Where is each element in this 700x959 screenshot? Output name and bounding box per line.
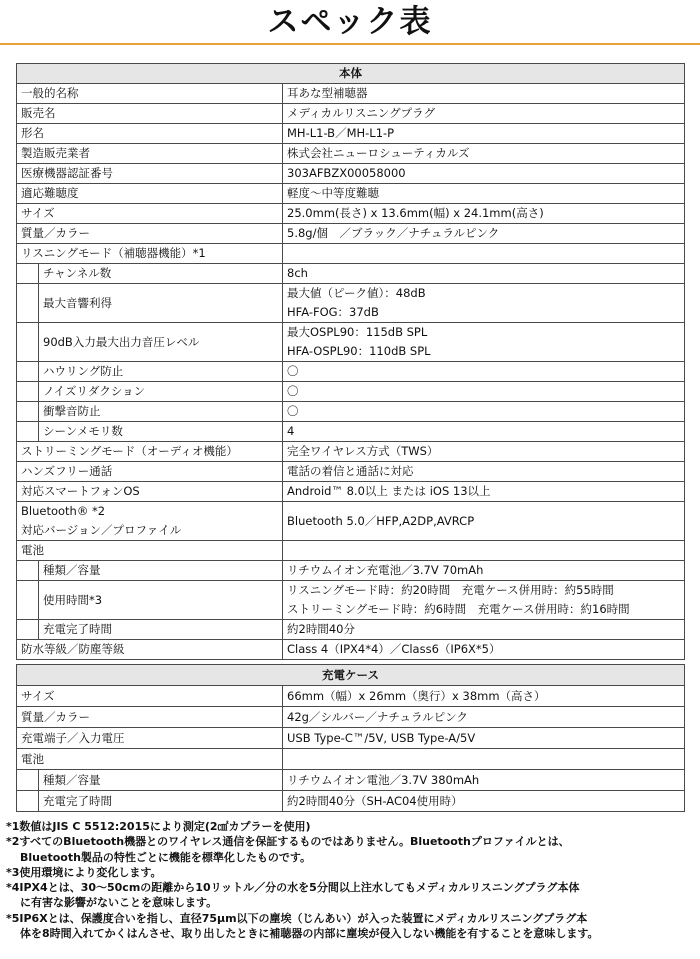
row-value: 〇: [283, 402, 685, 422]
row-value: MH-L1-B／MH-L1-P: [283, 124, 685, 144]
indent-cell: [17, 264, 39, 284]
table-row: [17, 284, 685, 323]
footnotes: [6, 819, 696, 941]
page-title: スペック表: [267, 4, 433, 40]
row-value: 8ch: [283, 264, 685, 284]
indent-cell: [17, 323, 39, 362]
listening-mode-label: リスニングモード（補聴器機能）*1: [17, 244, 283, 264]
row-label: 最大音響利得: [39, 284, 283, 323]
indent-cell: [17, 581, 39, 620]
row-label: 形名: [17, 124, 283, 144]
table-row: [17, 382, 685, 402]
row-label: 防水等級／防塵等級: [17, 640, 283, 660]
row-value: [283, 244, 685, 264]
row-label: ノイズリダクション: [39, 382, 283, 402]
value-line: HFA-OSPL90：110dB SPL: [287, 344, 431, 358]
table-row: [17, 482, 685, 502]
row-label: 製造販売業者: [17, 144, 283, 164]
row-value: USB Type-C™/5V, USB Type-A/5V: [283, 728, 685, 749]
footnote: *1数値はJIS C 5512:2015により測定(2㎠カプラーを使用): [6, 820, 311, 833]
table-row: [17, 686, 685, 707]
indent-cell: [17, 620, 39, 640]
row-label: 充電完了時間: [39, 620, 283, 640]
table-row: [17, 104, 685, 124]
row-value: 軽度～中等度難聴: [283, 184, 685, 204]
value-line: HFA-FOG：37dB: [287, 305, 379, 319]
row-label: 販売名: [17, 104, 283, 124]
row-value: 株式会社ニューロシューティカルズ: [283, 144, 685, 164]
table-row: [17, 442, 685, 462]
table-row: [17, 422, 685, 442]
row-value: [283, 749, 685, 770]
row-value: [283, 284, 685, 323]
table-row: [17, 462, 685, 482]
table-row: [17, 541, 685, 561]
footnote: *5IP6Xとは、保護度合いを指し、直径75μm以下の塵埃（じんあい）が入った装置にメディカルリスニングプラグ本: [6, 911, 588, 925]
row-value: 約2時間40分（SH-AC04使用時）: [283, 791, 685, 812]
row-value: 4: [283, 422, 685, 442]
table-row: [17, 264, 685, 284]
row-label: 充電端子／入力電圧: [17, 728, 283, 749]
main-table-header: 本体: [17, 64, 685, 84]
row-value: 電話の着信と通話に対応: [283, 462, 685, 482]
case-table-header: 充電ケース: [17, 665, 685, 686]
table-row: [17, 791, 685, 812]
row-value: 42g／シルバー／ナチュラルピンク: [283, 707, 685, 728]
table-row: [17, 204, 685, 224]
value-line: 最大OSPL90：115dB SPL: [287, 325, 428, 339]
value-line: 最大値（ピーク値）：48dB: [287, 286, 426, 300]
row-value: メディカルリスニングプラグ: [283, 104, 685, 124]
indent-cell: [17, 791, 39, 812]
table-row: [17, 244, 685, 264]
indent-cell: [17, 422, 39, 442]
footnote: *2すべてのBluetooth機器とのワイヤレス通信を保証するものではありません。Bluetoothプロファイルとは、: [6, 835, 570, 849]
footnote-continued: 体を8時間入れてかくはんさせ、取り出したときに補聴器の内部に塵埃が侵入しない機能を有することを意味します。: [20, 927, 599, 941]
table-row: [17, 620, 685, 640]
footnote: *3使用環境により変化します。: [6, 865, 162, 879]
title-divider: [0, 43, 700, 45]
row-label: チャンネル数: [39, 264, 283, 284]
row-value: Bluetooth 5.0／HFP,A2DP,AVRCP: [283, 502, 685, 541]
table-row: [17, 184, 685, 204]
table-row: [17, 749, 685, 770]
row-label: 種類／容量: [39, 770, 283, 791]
row-label: 90dB入力最大出力音圧レベル: [39, 323, 283, 362]
table-row: [17, 402, 685, 422]
row-label: 医療機器認証番号: [17, 164, 283, 184]
indent-cell: [17, 561, 39, 581]
row-label: 使用時間*3: [39, 581, 283, 620]
indent-cell: [17, 284, 39, 323]
indent-cell: [17, 402, 39, 422]
table-row: [17, 224, 685, 244]
row-value: 〇: [283, 362, 685, 382]
table-row: [17, 561, 685, 581]
row-label: [17, 502, 283, 541]
row-value: Android™ 8.0以上 または iOS 13以上: [283, 482, 685, 502]
row-value: 完全ワイヤレス方式（TWS）: [283, 442, 685, 462]
table-row: [17, 84, 685, 104]
row-value: リチウムイオン電池／3.7V 380mAh: [283, 770, 685, 791]
battery-label: 電池: [17, 541, 283, 561]
row-label: ハンズフリー通話: [17, 462, 283, 482]
row-value: [283, 581, 685, 620]
case-spec-table: [16, 664, 685, 812]
label-line: 対応バージョン／プロファイル: [21, 523, 182, 537]
row-label: 衝撃音防止: [39, 402, 283, 422]
row-value: 66mm（幅）x 26mm（奥行）x 38mm（高さ）: [283, 686, 685, 707]
row-label: 質量／カラー: [17, 224, 283, 244]
row-value: リチウムイオン充電池／3.7V 70mAh: [283, 561, 685, 581]
row-label: サイズ: [17, 204, 283, 224]
indent-cell: [17, 382, 39, 402]
row-label: 質量／カラー: [17, 707, 283, 728]
row-value: 約2時間40分: [283, 620, 685, 640]
main-spec-table: [16, 63, 685, 660]
table-row: [17, 728, 685, 749]
row-label: ハウリング防止: [39, 362, 283, 382]
table-row: [17, 707, 685, 728]
row-label: 種類／容量: [39, 561, 283, 581]
row-value: 25.0mm(長さ) x 13.6mm(幅) x 24.1mm(高さ): [283, 204, 685, 224]
footnote: *4IPX4とは、30～50cmの距離から10リットル／分の水を5分間以上注水してもメディカルリスニングプラグ本体: [6, 881, 580, 895]
row-value: 5.8g/個 ／ブラック／ナチュラルピンク: [283, 224, 685, 244]
row-value: 耳あな型補聴器: [283, 84, 685, 104]
row-label: ストリーミングモード（オーディオ機能）: [17, 442, 283, 462]
row-label: サイズ: [17, 686, 283, 707]
row-value: 〇: [283, 382, 685, 402]
value-line: リスニングモード時：約20時間 充電ケース併用時：約55時間: [287, 583, 614, 597]
row-value: [283, 541, 685, 561]
row-value: [283, 323, 685, 362]
row-label: 充電完了時間: [39, 791, 283, 812]
value-line: ストリーミングモード時：約6時間 充電ケース併用時：約16時間: [287, 602, 630, 616]
row-value: 303AFBZX00058000: [283, 164, 685, 184]
indent-cell: [17, 770, 39, 791]
footnote-continued: Bluetooth製品の特性ごとに機能を標準化したものです。: [20, 850, 312, 864]
row-label: シーンメモリ数: [39, 422, 283, 442]
table-row: [17, 770, 685, 791]
table-row: [17, 581, 685, 620]
row-label: 対応スマートフォンOS: [17, 482, 283, 502]
row-value: Class 4（IPX4*4）／Class6（IP6X*5）: [283, 640, 685, 660]
battery-label: 電池: [17, 749, 283, 770]
footnote-continued: に有害な影響がないことを意味します。: [20, 896, 218, 910]
row-label: 一般的名称: [17, 84, 283, 104]
indent-cell: [17, 362, 39, 382]
table-row: [17, 640, 685, 660]
table-row: [17, 124, 685, 144]
table-row: [17, 362, 685, 382]
table-row: [17, 323, 685, 362]
row-label: 適応難聴度: [17, 184, 283, 204]
table-row: [17, 502, 685, 541]
table-row: [17, 144, 685, 164]
table-row: [17, 164, 685, 184]
label-line: Bluetooth® *2: [21, 504, 106, 518]
